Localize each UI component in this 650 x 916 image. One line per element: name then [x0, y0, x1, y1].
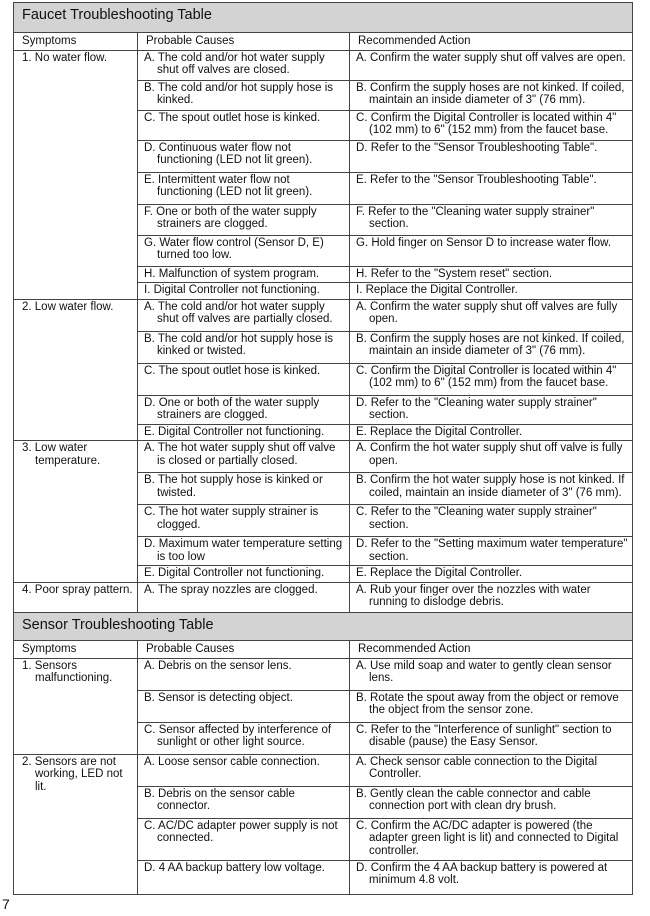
cause-cell [138, 505, 350, 537]
cause-text: H. Malfunction of system program. [144, 267, 320, 280]
action-text: E. Replace the Digital Controller. [356, 567, 523, 579]
cause-text: C. AC/DC adapter power supply is not connected. [144, 819, 338, 844]
cause-text: C. The spout outlet hose is kinked. [144, 364, 321, 377]
cause-cell [138, 140, 350, 172]
action-text: B. Gently clean the cable connector and cable connection port with clean dry brush. [356, 787, 591, 812]
cause-cell [138, 395, 350, 424]
column-header: Probable Causes [138, 641, 350, 659]
cause-text: C. Sensor affected by interference of sunlight or other light source. [144, 723, 332, 748]
action-text: E. Replace the Digital Controller. [356, 425, 523, 438]
cause-text: G. Water flow control (Sensor D, E) turned too low. [144, 236, 324, 261]
cause-cell [138, 424, 350, 441]
symptom-text: 2. Low water flow. [22, 300, 114, 313]
cause-cell [138, 722, 350, 754]
cause-text: B. The cold and/or hot supply hose is kinked. [144, 81, 334, 106]
cause-text: E. Digital Controller not functioning. [144, 425, 325, 438]
column-header: Probable Causes [138, 33, 350, 51]
table-title: Sensor Troubleshooting Table [14, 613, 633, 641]
cause-cell [138, 283, 350, 300]
action-cell [350, 441, 633, 473]
table-title: Faucet Troubleshooting Table [14, 3, 633, 33]
cause-text: B. The cold and/or hot supply hose is kinked or twisted. [144, 332, 334, 357]
cause-text: A. The cold and/or hot water supply shut off valves are partially closed. [144, 300, 333, 325]
cause-cell [138, 473, 350, 505]
action-cell [350, 505, 633, 537]
cause-cell [138, 818, 350, 860]
action-text: B. Rotate the spout away from the object or remove the object from the sensor zone. [356, 691, 619, 716]
action-cell [350, 566, 633, 583]
cause-text: D. Maximum water temperature setting is too low [144, 538, 343, 563]
action-text: D. Refer to the "Setting maximum water temperature" section. [356, 538, 628, 563]
symptom-cell [14, 299, 138, 441]
cause-text: A. The hot water supply shut off valve is closed or partially closed. [144, 442, 336, 467]
sensor-troubleshooting-table [13, 612, 633, 895]
action-text: B. Confirm the supply hoses are not kinked. If coiled, maintain an inside diameter of 3" (76 mm). [356, 81, 625, 106]
action-text: C. Confirm the Digital Controller is located within 4" (102 mm) to 6" (152 mm) from the faucet base. [356, 364, 617, 389]
table-row [14, 441, 633, 473]
action-text: I. Replace the Digital Controller. [356, 284, 518, 296]
symptom-cell [14, 754, 138, 894]
symptom-text: 3. Low water temperature. [22, 442, 101, 467]
action-text: B. Confirm the hot water supply hose is not kinked. If coiled, maintain an inside diameter of 3" (76 mm). [356, 474, 625, 499]
action-cell [350, 818, 633, 860]
cause-text: D. One or both of the water supply strainers are clogged. [144, 396, 320, 421]
action-cell [350, 754, 633, 786]
table-row [14, 582, 633, 612]
symptom-text: 4. Poor spray pattern. [22, 583, 133, 596]
column-header: Recommended Action [350, 33, 633, 51]
table-row [14, 299, 633, 331]
cause-cell [138, 172, 350, 204]
cause-cell [138, 331, 350, 363]
action-cell [350, 424, 633, 441]
cause-cell [138, 299, 350, 331]
action-text: D. Refer to the "Sensor Troubleshooting Table". [356, 141, 598, 154]
cause-cell [138, 204, 350, 235]
column-header: Symptoms [14, 33, 138, 51]
action-text: D. Confirm the 4 AA backup battery is powered at minimum 4.8 volt. [356, 861, 608, 886]
cause-cell [138, 266, 350, 283]
cause-cell [138, 235, 350, 266]
action-cell [350, 582, 633, 612]
cause-text: E. Intermittent water flow not functioning (LED not lit green). [144, 173, 313, 198]
action-text: A. Confirm the water supply shut off valves are fully open. [356, 300, 618, 325]
action-text: D. Refer to the "Cleaning water supply strainer" section. [356, 396, 597, 421]
cause-text: A. Loose sensor cable connection. [144, 755, 320, 768]
action-cell [350, 658, 633, 690]
cause-cell [138, 50, 350, 80]
cause-cell [138, 658, 350, 690]
cause-cell [138, 690, 350, 722]
cause-text: A. The spray nozzles are clogged. [144, 583, 318, 596]
cause-cell [138, 786, 350, 818]
action-cell [350, 722, 633, 754]
action-cell [350, 473, 633, 505]
action-cell [350, 50, 633, 80]
symptom-text: 1. No water flow. [22, 51, 108, 64]
action-text: A. Confirm the water supply shut off valves are open. [356, 51, 626, 64]
cause-cell [138, 860, 350, 894]
cause-cell [138, 110, 350, 140]
action-text: F. Refer to the "Cleaning water supply strainer" section. [356, 205, 595, 230]
action-cell [350, 235, 633, 266]
cause-text: B. The hot supply hose is kinked or twisted. [144, 474, 323, 499]
cause-text: A. The cold and/or hot water supply shut off valves are closed. [144, 51, 325, 76]
cause-text: D. 4 AA backup battery low voltage. [144, 861, 325, 874]
action-cell [350, 331, 633, 363]
cause-cell [138, 754, 350, 786]
cause-cell [138, 363, 350, 395]
table-row [14, 754, 633, 786]
column-header: Recommended Action [350, 641, 633, 659]
cause-cell [138, 537, 350, 566]
action-text: A. Confirm the hot water supply shut off valve is fully open. [356, 442, 623, 467]
action-text: B. Confirm the supply hoses are not kinked. If coiled, maintain an inside diameter of 3" (76 mm). [356, 332, 625, 357]
symptom-text: 1. Sensors malfunctioning. [22, 659, 113, 684]
action-cell [350, 395, 633, 424]
table-row [14, 658, 633, 690]
symptom-cell [14, 658, 138, 754]
table-row [14, 50, 633, 80]
action-cell [350, 266, 633, 283]
action-cell [350, 299, 633, 331]
cause-cell [138, 441, 350, 473]
cause-text: C. The spout outlet hose is kinked. [144, 111, 321, 124]
action-text: C. Refer to the "Cleaning water supply strainer" section. [356, 506, 597, 531]
cause-text: B. Debris on the sensor cable connector. [144, 787, 295, 812]
action-cell [350, 204, 633, 235]
cause-cell [138, 582, 350, 612]
cause-text: I. Digital Controller not functioning. [144, 284, 320, 296]
cause-text: B. Sensor is detecting object. [144, 691, 293, 704]
cause-text: E. Digital Controller not functioning. [144, 567, 325, 579]
action-text: A. Rub your finger over the nozzles with water running to dislodge debris. [356, 583, 591, 608]
cause-text: C. The hot water supply strainer is clogged. [144, 506, 319, 531]
cause-cell [138, 566, 350, 583]
symptom-cell [14, 582, 138, 612]
symptom-cell [14, 441, 138, 583]
action-text: E. Refer to the "Sensor Troubleshooting Table". [356, 173, 597, 186]
action-text: H. Refer to the "System reset" section. [356, 267, 553, 280]
action-cell [350, 110, 633, 140]
cause-text: D. Continuous water flow not functioning (LED not lit green). [144, 141, 313, 166]
action-cell [350, 860, 633, 894]
action-text: C. Confirm the Digital Controller is located within 4" (102 mm) to 6" (152 mm) from the faucet base. [356, 111, 617, 136]
faucet-troubleshooting-table [13, 2, 633, 613]
column-header: Symptoms [14, 641, 138, 659]
action-cell [350, 283, 633, 300]
action-text: A. Check sensor cable connection to the Digital Controller. [356, 755, 597, 780]
action-cell [350, 80, 633, 110]
cause-cell [138, 80, 350, 110]
action-text: A. Use mild soap and water to gently clean sensor lens. [356, 659, 612, 684]
action-text: C. Refer to the "Interference of sunlight" section to disable (pause) the Easy Sensor. [356, 723, 612, 748]
action-cell [350, 690, 633, 722]
page-number: 7 [2, 896, 10, 912]
cause-text: A. Debris on the sensor lens. [144, 659, 292, 672]
cause-text: F. One or both of the water supply strainers are clogged. [144, 205, 317, 230]
action-cell [350, 786, 633, 818]
action-text: C. Confirm the AC/DC adapter is powered (the adapter green light is lit) and connected to Digital controller. [356, 819, 619, 857]
action-text: G. Hold finger on Sensor D to increase water flow. [356, 236, 612, 249]
action-cell [350, 363, 633, 395]
action-cell [350, 537, 633, 566]
symptom-text: 2. Sensors are not working, LED not lit. [22, 755, 123, 793]
action-cell [350, 140, 633, 172]
symptom-cell [14, 50, 138, 299]
action-cell [350, 172, 633, 204]
